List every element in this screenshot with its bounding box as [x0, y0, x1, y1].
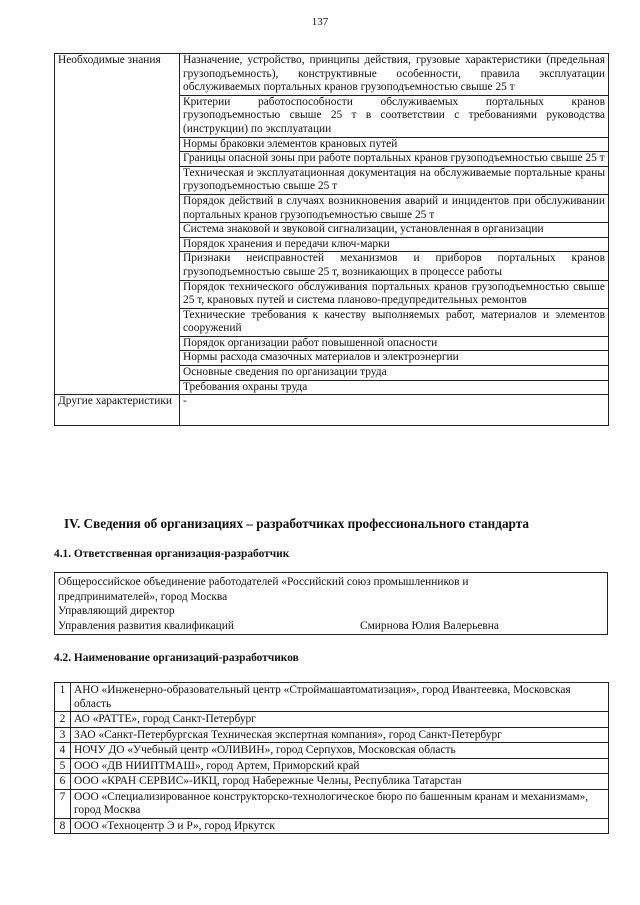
- table-row: [55, 774, 609, 790]
- table-row: [55, 789, 609, 818]
- knowledge-item: Порядок технического обслуживания портальных кранов грузоподъемностью свыше 25 т, крановых путей и система планово-предупредительных ремонтов: [180, 280, 609, 308]
- responsible-org-name-line-2: предпринимателей», город Москва: [58, 590, 228, 603]
- responsible-position: Управляющий директор: [58, 605, 175, 617]
- developer-org-name: АО «РАТТЕ», город Санкт-Петербург: [71, 712, 609, 728]
- developer-orgs-table: [54, 682, 609, 834]
- knowledge-item: Система знаковой и звуковой сигнализации, установленная в организации: [180, 223, 609, 238]
- other-characteristics-label: Другие характеристики: [55, 395, 180, 426]
- developer-org-name: ООО «Техноцентр Э и Р», город Иркутск: [71, 818, 609, 834]
- other-characteristics-value: -: [180, 395, 609, 426]
- required-knowledge-label: Необходимые знания: [55, 54, 180, 395]
- table-row: [55, 54, 609, 96]
- responsible-person: Смирнова Юлия Валерьевна: [360, 619, 499, 632]
- row-number: 7: [55, 789, 71, 818]
- table-row: [55, 683, 609, 712]
- developer-org-name: ООО «Специализированное конструкторско-технологическое бюро по башенным кранам и механизмам», город Москва: [71, 789, 609, 818]
- knowledge-item: Требования охраны труда: [180, 380, 609, 395]
- knowledge-item: Назначение, устройство, принципы действия, грузовые характеристики (предельная грузоподъемность), конструктивные особенности, правила эксплуатации обслуживаемых портальных кранов грузоподъемностью свыше 25 т: [180, 54, 609, 96]
- developer-org-name: ООО «ДВ НИИПТМАШ», город Артем, Приморский край: [71, 758, 609, 774]
- row-number: 4: [55, 743, 71, 759]
- knowledge-item: Порядок хранения и передачи ключ-марки: [180, 237, 609, 252]
- knowledge-item: Порядок действий в случаях возникновения аварий и инцидентов при обслуживании портальных кранов грузоподъемностью свыше 25 т: [180, 194, 609, 222]
- table-row: [55, 727, 609, 743]
- responsible-signature-row: [58, 619, 604, 634]
- table-row: [55, 758, 609, 774]
- row-number: 5: [55, 758, 71, 774]
- responsible-department: Управления развития квалификаций: [58, 619, 234, 632]
- knowledge-item: Техническая и эксплуатационная документация на обслуживаемые портальные краны грузоподъемностью свыше 25 т: [180, 166, 609, 194]
- developer-orgs-heading: 4.2. Наименование организаций-разработчиков: [54, 652, 299, 664]
- table-row: [55, 818, 609, 834]
- knowledge-item: Нормы браковки элементов крановых путей: [180, 137, 609, 152]
- knowledge-item: Признаки неисправностей механизмов и приборов портальных кранов грузоподъемностью свыше 25 т, возникающих в процессе работы: [180, 252, 609, 280]
- developer-org-name: АНО «Инженерно-образовательный центр «Строймашавтоматизация», город Ивантеевка, Московская область: [71, 683, 609, 712]
- row-number: 1: [55, 683, 71, 712]
- row-number: 3: [55, 727, 71, 743]
- developer-org-name: НОЧУ ДО «Учебный центр «ОЛИВИН», город Серпухов, Московская область: [71, 743, 609, 759]
- row-number: 8: [55, 818, 71, 834]
- knowledge-item: Границы опасной зоны при работе портальных кранов грузоподъемностью свыше 25 т: [180, 152, 609, 167]
- knowledge-item: Порядок организации работ повышенной опасности: [180, 336, 609, 351]
- table-row: [55, 712, 609, 728]
- responsible-org-box: [54, 572, 608, 635]
- page-number: 137: [311, 16, 329, 28]
- responsible-org-heading: 4.1. Ответственная организация-разработчик: [54, 548, 290, 560]
- responsible-org-cell: [55, 573, 608, 635]
- developer-org-name: ЗАО «Санкт-Петербургская Техническая экспертная компания», город Санкт-Петербург: [71, 727, 609, 743]
- developer-org-name: ООО «КРАН СЕРВИС»-ИКЦ, город Набережные Челны, Республика Татарстан: [71, 774, 609, 790]
- knowledge-item: Нормы расхода смазочных материалов и электроэнергии: [180, 351, 609, 366]
- table-row: [55, 743, 609, 759]
- knowledge-item: Технические требования к качеству выполняемых работ, материалов и элементов сооружений: [180, 308, 609, 336]
- row-number: 2: [55, 712, 71, 728]
- responsible-org-name-line-1: Общероссийское объединение работодателей «Российский союз промышленников и: [58, 576, 469, 588]
- knowledge-item: Основные сведения по организации труда: [180, 366, 609, 381]
- knowledge-item: Критерии работоспособности обслуживаемых портальных кранов грузоподъемностью свыше 25 т в соответствии с требованиями руководства (инструкции) по эксплуатации: [180, 95, 609, 137]
- required-knowledge-table: [54, 53, 609, 426]
- row-number: 6: [55, 774, 71, 790]
- table-row: [55, 395, 609, 426]
- section-iv-heading: IV. Сведения об организациях – разработчиках профессионального стандарта: [64, 516, 529, 531]
